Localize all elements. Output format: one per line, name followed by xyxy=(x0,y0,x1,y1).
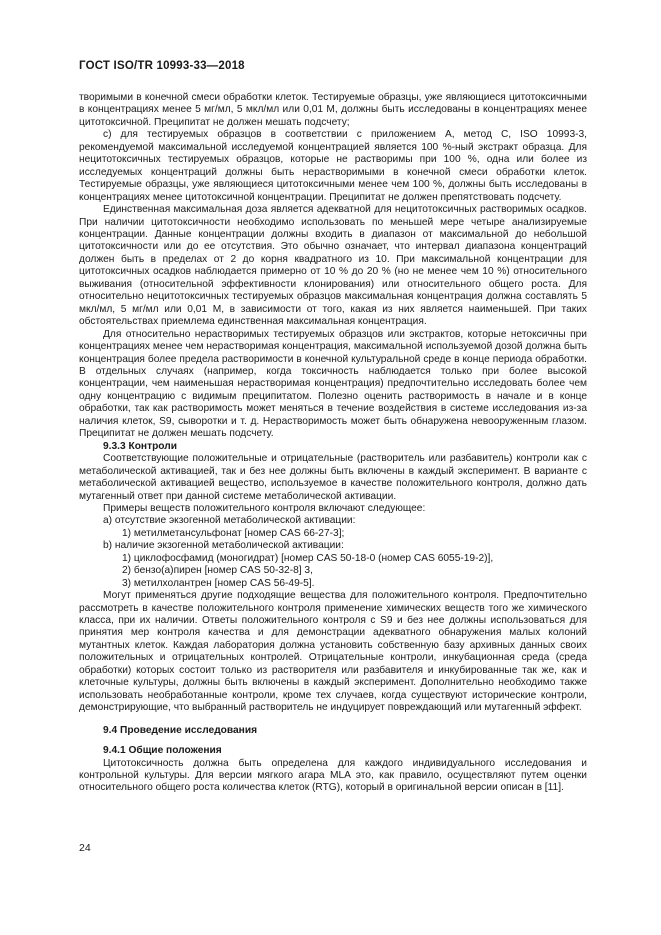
section-heading-9-4: 9.4 Проведение исследования xyxy=(103,724,258,736)
section-heading-9-3-3: 9.3.3 Контроли xyxy=(103,440,177,452)
positive-control-list xyxy=(79,515,587,590)
paragraph: c) для тестируемых образцов в соответствии с приложением А, метод С, ISO 10993-3, рекомендуемой максимальной исследуемой концентрацией является 100 %-ный экстракт образца. Для нецитотоксичных тестируемых образцов, которые не растворимы при 100 %, одна или более из исследуемых концентраций должны быть нерастворимыми в конечной смеси обработки клеток. Тестируемые образцы, уже являющиеся цитотоксичными менее чем 100 %, должны быть исследованы в концентрациях менее цитотоксичной концентрации. Преципитат не должен препятствовать подсчету. xyxy=(79,129,587,203)
section-heading-9-4-1: 9.4.1 Общие положения xyxy=(103,745,222,757)
paragraph: творимыми в конечной смеси обработки клеток. Тестируемые образцы, уже являющиеся цитотоксичными в концентрациях менее 5 мг/мл, 5 мкл/мл или 0,01 М, должны быть исследованы в концентрациях менее цитотоксичной. Преципитат не должен мешать подсчету; xyxy=(79,92,587,128)
paragraph: Для относительно нерастворимых тестируемых образцов или экстрактов, которые нетоксичны при концентрациях менее чем нерастворимая концентрация, максимальной используемой дозой должна быть концентрация более предела растворимости в конечной культуральной среде в конце периода обработки. В отдельных случаях (например, когда токсичность наблюдается только при более высокой концентрации, чем наименьшая нерастворимая концентрация) предпочтительно исследовать более чем одну концентрацию с видимым преципитатом. Полезно оценить растворимость в начале и в конце обработки, так как растворимость может меняться в течение воздействия в системе исследования из-за наличия клеток, S9, сыворотки и т. д. Нерастворимость может быть обнаружена невооруженным глазом. Преципитат не должен мешать подсчету. xyxy=(79,328,587,440)
paragraph: Цитотоксичность должна быть определена для каждого индивидуального исследования и контрольной культуры. Для версии мягкого агара MLA это, как правило, осуществляют путем оценки относительного общего роста количества клеток (RTG), который в оригинальной версии описан в [11]. xyxy=(79,757,587,794)
paragraph: Соответствующие положительные и отрицательные (растворитель или разбавитель) контроли как с метаболической активацией, так и без нее должны быть включены в каждый эксперимент. В варианте с метаболической активацией вещество, используемое в качестве положительного контроля, должно дать мутагенный ответ при данной системе метаболической активации. xyxy=(79,453,587,502)
list-item: 3) метилхолантрен [номер CAS 56-49-5]. xyxy=(122,577,315,589)
list-item: 2) бензо(а)пирен [номер CAS 50-32-8] 3, xyxy=(122,565,313,577)
list-item: 1) циклофосфамид (моногидрат) [номер CAS 50-18-0 (номер CAS 6055-19-2)], xyxy=(122,552,494,564)
paragraph: Единственная максимальная доза является адекватной для нецитотоксичных растворимых осадков. При наличии цитотоксичности необходимо использовать по меньшей мере четыре анализируемые концентрации. Данные концентрации должны входить в диапазон от максимальной до небольшой цитотоксичности или до ее отсутствия. Это обычно означает, что интервал диапазона концентраций должен быть в пределах от 2 до корня квадратного из 10. При максимальной концентрации для цитотоксичных осадков наблюдается примерно от 10 % до 20 % (но не менее чем 10 %) относительного выживания (относительной эффективности клонирования) или относительного общего роста. Для относительно нецитотоксичных тестируемых образцов максимальная концентрация должна составлять 5 мкл/мл, 5 мг/мл или 0,01 М, в зависимости от того, какая из них является наименьшей. При таких обстоятельствах приемлема единственная максимальная концентрация. xyxy=(79,204,587,328)
list-item: 1) метилметансульфонат [номер CAS 66-27-3]; xyxy=(122,527,345,539)
list-item: b) наличие экзогенной метаболической активации: xyxy=(103,540,344,552)
paragraph: Примеры веществ положительного контроля включают следующее: xyxy=(103,502,426,514)
document-header: ГОСТ ISO/TR 10993-33—2018 xyxy=(79,60,245,72)
page-number: 24 xyxy=(79,842,91,854)
document-body xyxy=(79,92,587,795)
list-item: a) отсутствие экзогенной метаболической активации: xyxy=(103,515,356,527)
paragraph: Могут применяться другие подходящие вещества для положительного контроля. Предпочтительно рассмотреть в качестве положительного контроля применение химических веществ того же химического класса, при их наличии. Ответы положительного контроля с S9 и без нее должны использоваться для принятия мер контроля качества и для демонстрации адекватного обнаружения малых колоний мутантных клеток. Каждая лаборатория должна установить собственную базу архивных данных своих положительных и отрицательных контролей. Отрицательные контроли, инкубационная среда (среда обработки) которых состоит только из растворителя или разбавителя и инкубированные так же, как и клеточные культуры, должны быть включены в каждый эксперимент. Дополнительно необходимо также использовать необработанные контроли, кроме тех случаев, когда существуют исторические контроли, демонстрирующие, что выбранный растворитель не индуцирует повреждающий или мутагенный эффект. xyxy=(79,590,587,714)
